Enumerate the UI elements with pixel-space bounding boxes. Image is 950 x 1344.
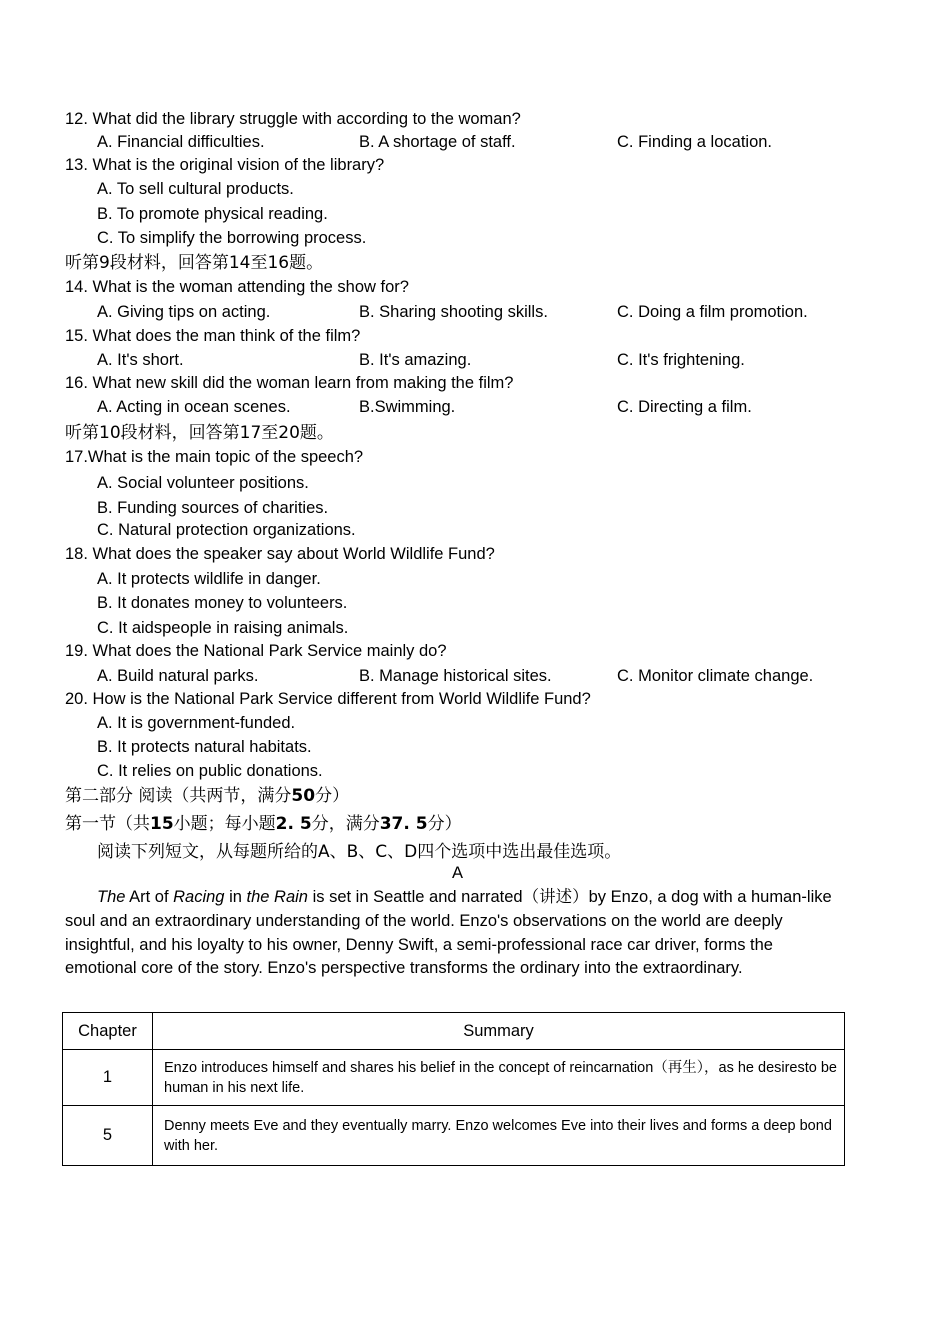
question-18-option-c: C. It aidspeople in raising animals. [97,619,349,637]
question-20-option-c: C. It relies on public donations. [97,762,323,780]
question-14-option-c: C. Doing a film promotion. [617,303,808,321]
question-15-stem: 15. What does the man think of the film? [65,327,361,345]
table-header-row [63,1013,845,1050]
question-19-stem: 19. What does the National Park Service mainly do? [65,642,447,660]
question-18-option-b: B. It donates money to volunteers. [97,594,348,612]
question-14-option-a: A. Giving tips on acting. [97,303,271,321]
section-1-heading: 第一节（共15小题；每小题2. 5分，满分37. 5分） [65,814,462,834]
question-17-option-a: A. Social volunteer positions. [97,474,309,492]
question-13-stem: 13. What is the original vision of the library? [65,156,385,174]
chapter-summary-table [62,1012,845,1166]
passage-paragraph: The Art of Racing in the Rain is set in Seattle and narrated（讲述）by Enzo, a dog with a human-like soul and an extraordinary understanding of the world. Enzo's observations on the world are deeply insightful, and his loyalty to his owner, Denny Swift, a semi-professional race car driver, forms the emotional core of the story. Enzo's perspective transforms the ordinary into the extraordinary. [65,888,832,978]
part-2-heading: 第二部分 阅读（共两节，满分50分） [65,786,350,806]
table-row [63,1106,845,1166]
question-14-stem: 14. What is the woman attending the show for? [65,278,409,296]
chapter-number: 5 [63,1106,153,1166]
chapter-summary: Denny meets Eve and they eventually marry. Enzo welcomes Eve into their lives and forms a deep bond with her. [153,1106,845,1166]
question-16-option-b: B.Swimming. [359,398,456,416]
section-9-instruction: 听第9段材料，回答第14至16题。 [65,253,324,273]
question-15-option-c: C. It's frightening. [617,351,745,369]
question-16-option-c: C. Directing a film. [617,398,752,416]
question-20-option-b: B. It protects natural habitats. [97,738,312,756]
passage-label: A [451,864,463,882]
question-20-option-a: A. It is government-funded. [97,714,296,732]
chapter-summary: Enzo introduces himself and shares his belief in the concept of reincarnation（再生），as he desiresto be human in his next life. [153,1050,845,1106]
question-13-option-a: A. To sell cultural products. [97,180,294,198]
table-row [63,1050,845,1106]
question-14-option-b: B. Sharing shooting skills. [359,303,548,321]
header-summary: Summary [153,1013,845,1050]
question-12-option-c: C. Finding a location. [617,133,773,151]
question-13-option-b: B. To promote physical reading. [97,205,328,223]
question-17-option-b: B. Funding sources of charities. [97,499,329,517]
question-19-option-c: C. Monitor climate change. [617,667,814,685]
question-15-option-b: B. It's amazing. [359,351,472,369]
question-17-option-c: C. Natural protection organizations. [97,521,356,539]
question-18-stem: 18. What does the speaker say about World Wildlife Fund? [65,545,495,563]
question-19-option-a: A. Build natural parks. [97,667,259,685]
chapter-number: 1 [63,1050,153,1106]
question-20-stem: 20. How is the National Park Service different from World Wildlife Fund? [65,690,591,708]
question-17-stem: 17.What is the main topic of the speech? [65,448,364,466]
header-chapter: Chapter [63,1013,153,1050]
question-19-option-b: B. Manage historical sites. [359,667,552,685]
question-18-option-a: A. It protects wildlife in danger. [97,570,321,588]
question-15-option-a: A. It's short. [97,351,184,369]
section-10-instruction: 听第10段材料，回答第17至20题。 [65,423,334,443]
question-13-option-c: C. To simplify the borrowing process. [97,229,367,247]
question-16-stem: 16. What new skill did the woman learn from making the film? [65,374,514,392]
question-12-option-a: A. Financial difficulties. [97,133,265,151]
question-12-option-b: B. A shortage of staff. [359,133,516,151]
question-16-option-a: A. Acting in ocean scenes. [97,398,291,416]
reading-instruction: 阅读下列短文，从每题所给的A、B、C、D四个选项中选出最佳选项。 [97,842,622,862]
question-12-stem: 12. What did the library struggle with according to the woman? [65,110,521,128]
